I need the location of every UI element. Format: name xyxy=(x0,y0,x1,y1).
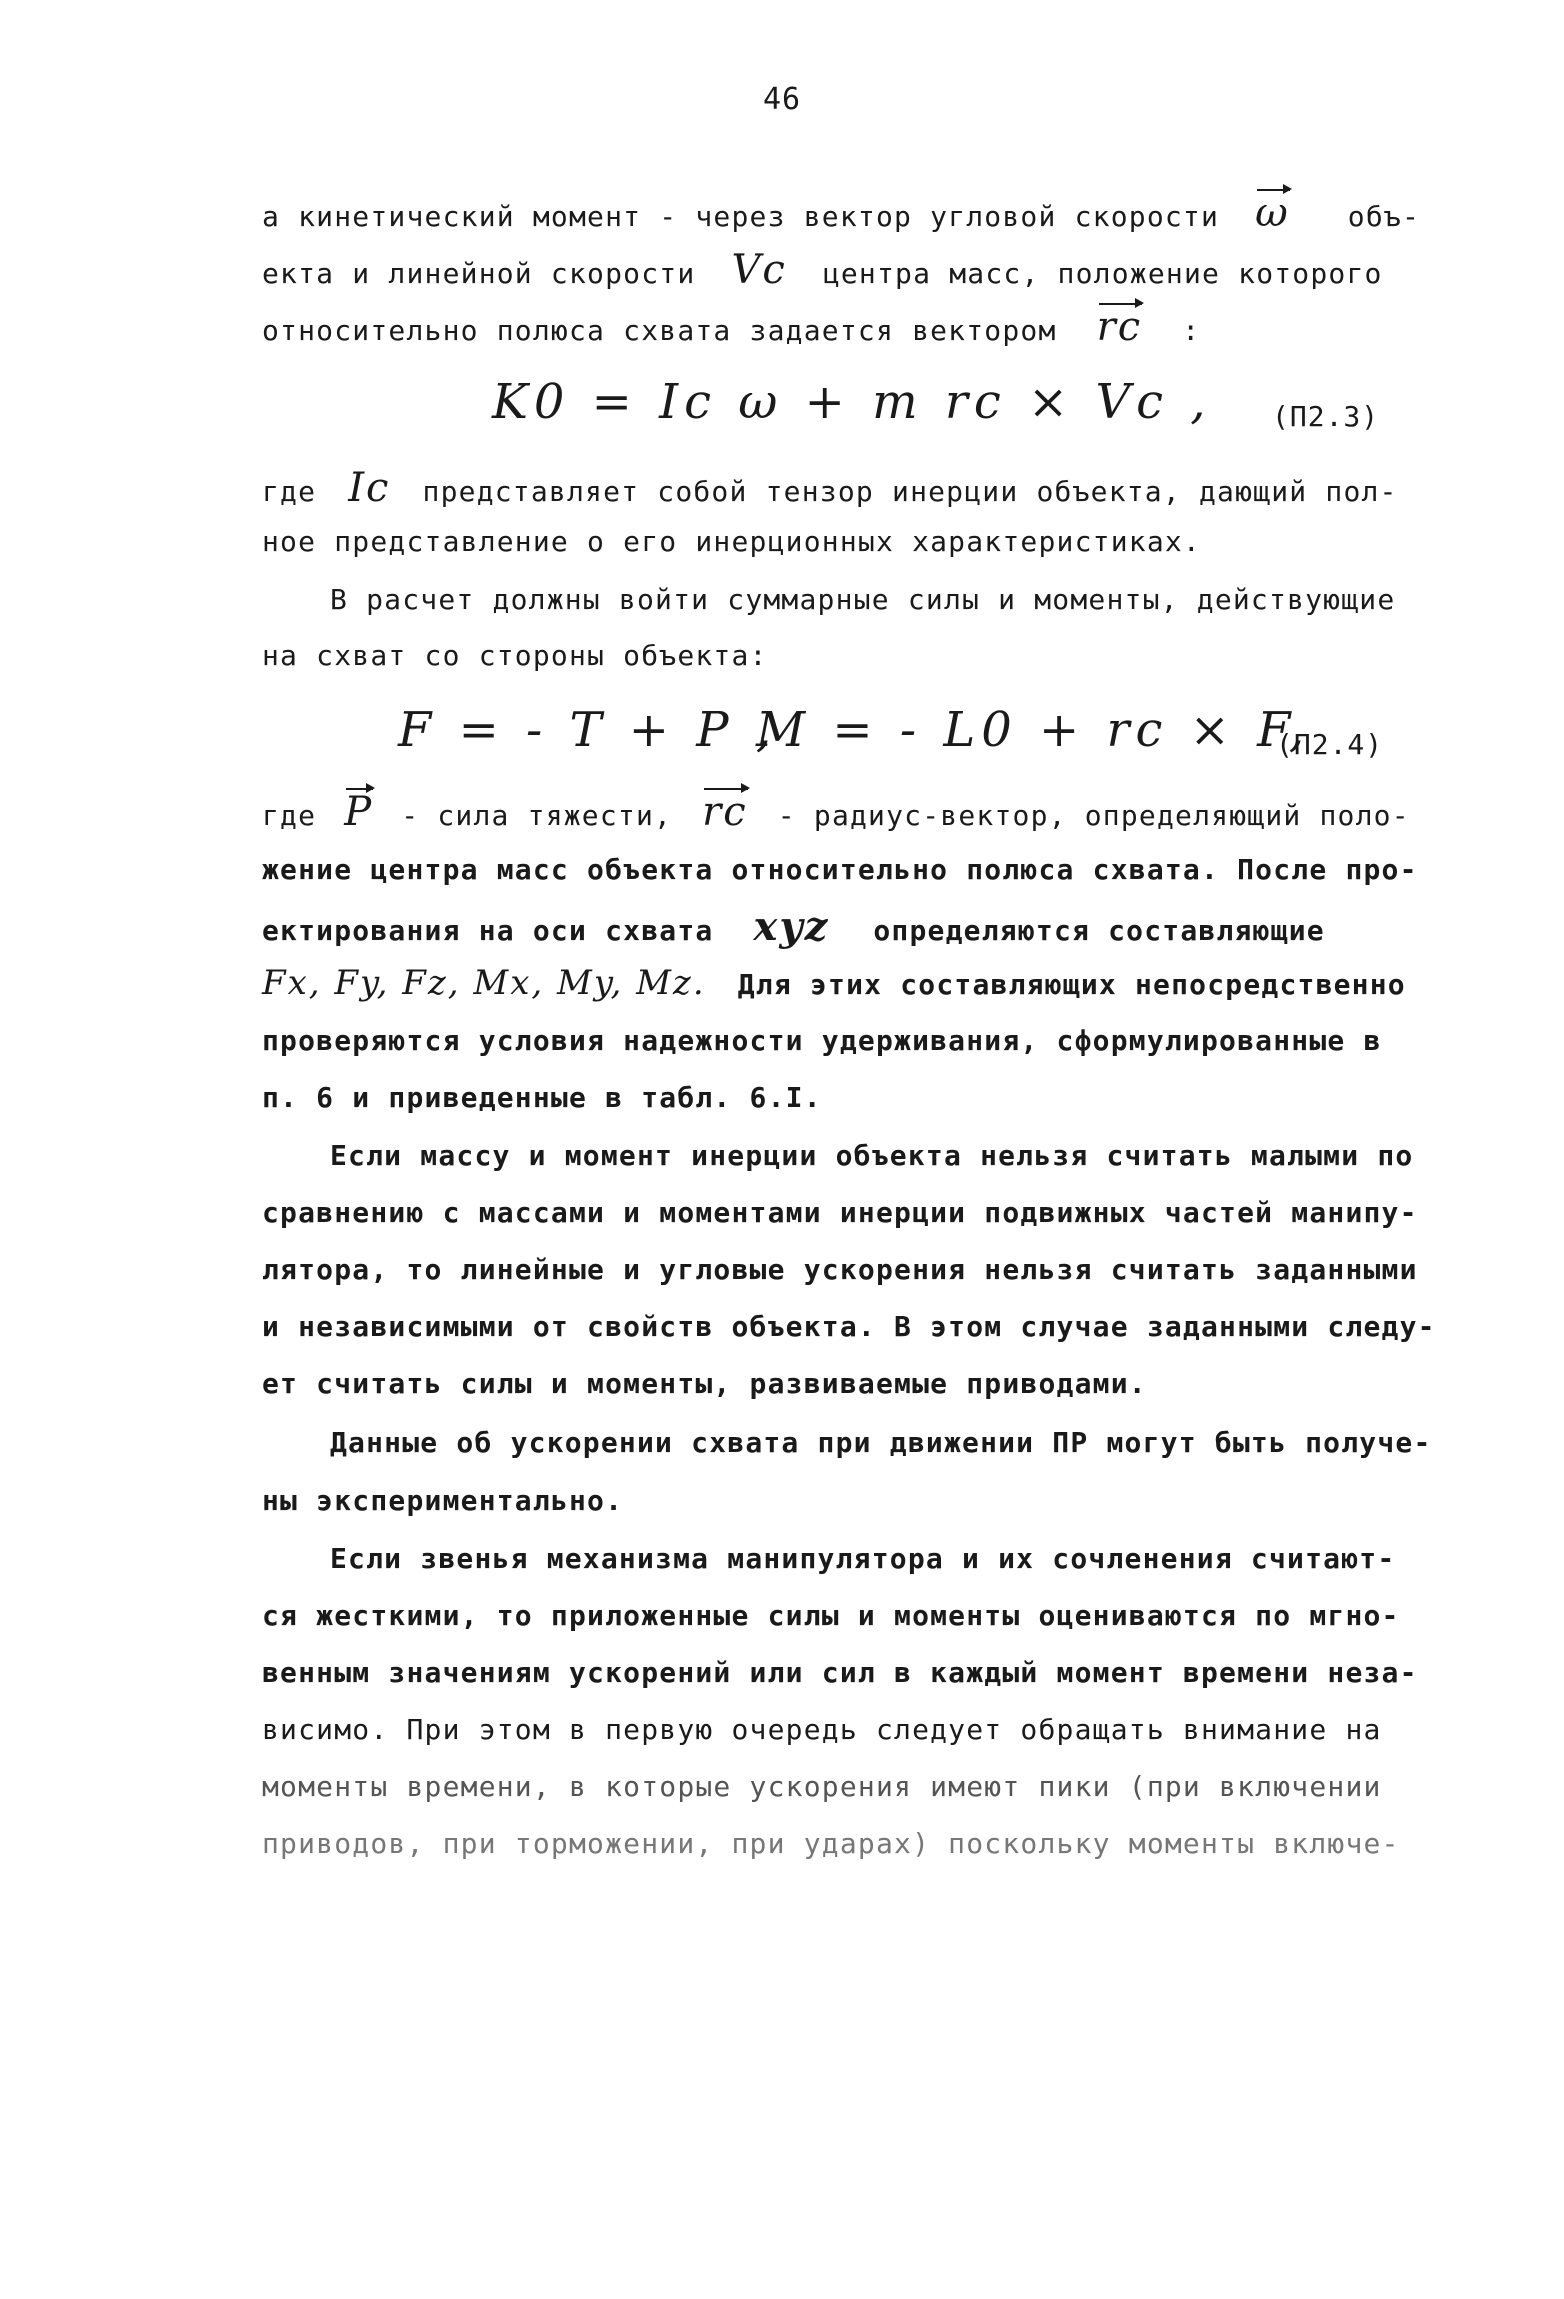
para7-line4: висимо. При этом в первую очередь следует обращать внимание на xyxy=(262,1713,1382,1746)
para4-line1 xyxy=(262,789,1410,836)
para2-line2: ное представление о его инерционных характеристиках. xyxy=(262,525,1201,558)
text: : xyxy=(1182,314,1201,347)
para4-line2: жение центра масс объекта относительно полюса схвата. После про- xyxy=(262,853,1418,886)
text: центра масс, положение которого xyxy=(822,257,1383,290)
para4-line4 xyxy=(262,963,1406,1005)
formula-p2-3: K0 = Ic ω + m rc × Vc , xyxy=(492,374,1212,430)
para4-line6: п. 6 и приведенные в табл. 6.I. xyxy=(262,1081,822,1114)
p-vector: P xyxy=(344,789,374,835)
text: Для этих составляющих непосредственно xyxy=(737,968,1406,1001)
para1-line1 xyxy=(262,190,1421,237)
components-symbols: Fx, Fy, Fz, Mx, My, Mz. xyxy=(262,963,706,1003)
text: а кинетический момент - через вектор угловой скорости xyxy=(262,200,1220,233)
text: - сила тяжести, xyxy=(401,799,673,832)
xyz-symbol: xyz xyxy=(753,903,830,950)
text: относительно полюса схвата задается вектором xyxy=(262,314,1057,347)
para1-line3 xyxy=(262,304,1201,351)
formula-p2-4-moment: M = - L0 + rc × F, xyxy=(756,702,1311,758)
para4-line5: проверяются условия надежности удерживания, сформулированные в xyxy=(262,1024,1382,1057)
para5-line4: и независимыми от свойств объекта. В этом случае заданными следу- xyxy=(262,1310,1436,1343)
para5-line1: Если массу и момент инерции объекта нельзя считать малыми по xyxy=(330,1139,1414,1172)
page-number: 46 xyxy=(762,82,802,117)
para7-line1: Если звенья механизма манипулятора и их сочленения считают- xyxy=(330,1542,1396,1575)
text: где xyxy=(262,799,317,832)
para7-line5: моменты времени, в которые ускорения имеют пики (при включении xyxy=(262,1770,1382,1803)
rc-vector: rc xyxy=(702,789,748,835)
equation-number-p2-4: (П2.4) xyxy=(1276,728,1384,761)
text: определяются составляющие xyxy=(873,914,1325,947)
para6-line2: ны экспериментально. xyxy=(262,1484,624,1517)
rc-vector: rc xyxy=(1096,304,1143,350)
para7-line3: венным значениям ускорений или сил в каждый момент времени неза- xyxy=(262,1656,1418,1689)
text: ектирования на оси схвата xyxy=(262,914,714,947)
text: где xyxy=(262,475,317,508)
omega-vector: ω xyxy=(1255,190,1290,236)
ic-symbol: Ic xyxy=(348,465,391,511)
para5-line5: ет считать силы и моменты, развиваемые приводами. xyxy=(262,1367,1147,1400)
para7-line6: приводов, при торможении, при ударах) поскольку моменты включе- xyxy=(262,1827,1400,1860)
para5-line2: сравнению с массами и моментами инерции подвижных частей манипу- xyxy=(262,1196,1418,1229)
para3-line2: на схват со стороны объекта: xyxy=(262,639,768,672)
para4-line3 xyxy=(262,903,1325,951)
para1-line2 xyxy=(262,247,1383,294)
text: екта и линейной скорости xyxy=(262,257,696,290)
text: представляет собой тензор инерции объекта, дающий пол- xyxy=(422,475,1398,508)
para2-line1 xyxy=(262,465,1398,512)
text: объ- xyxy=(1347,200,1421,233)
text: - радиус-вектор, определяющий поло- xyxy=(777,799,1410,832)
para6-line1: Данные об ускорении схвата при движении ПР могут быть получе- xyxy=(330,1426,1432,1459)
para5-line3: лятора, то линейные и угловые ускорения нельзя считать заданными xyxy=(262,1253,1418,1286)
equation-number-p2-3: (П2.3) xyxy=(1272,400,1380,433)
para7-line2: ся жесткими, то приложенные силы и моменты оцениваются по мгно- xyxy=(262,1599,1400,1632)
vc-symbol: Vc xyxy=(731,247,787,293)
formula-p2-4-force: F = - T + P , xyxy=(398,702,778,758)
para3-line1: В расчет должны войти суммарные силы и моменты, действующие xyxy=(330,583,1396,616)
